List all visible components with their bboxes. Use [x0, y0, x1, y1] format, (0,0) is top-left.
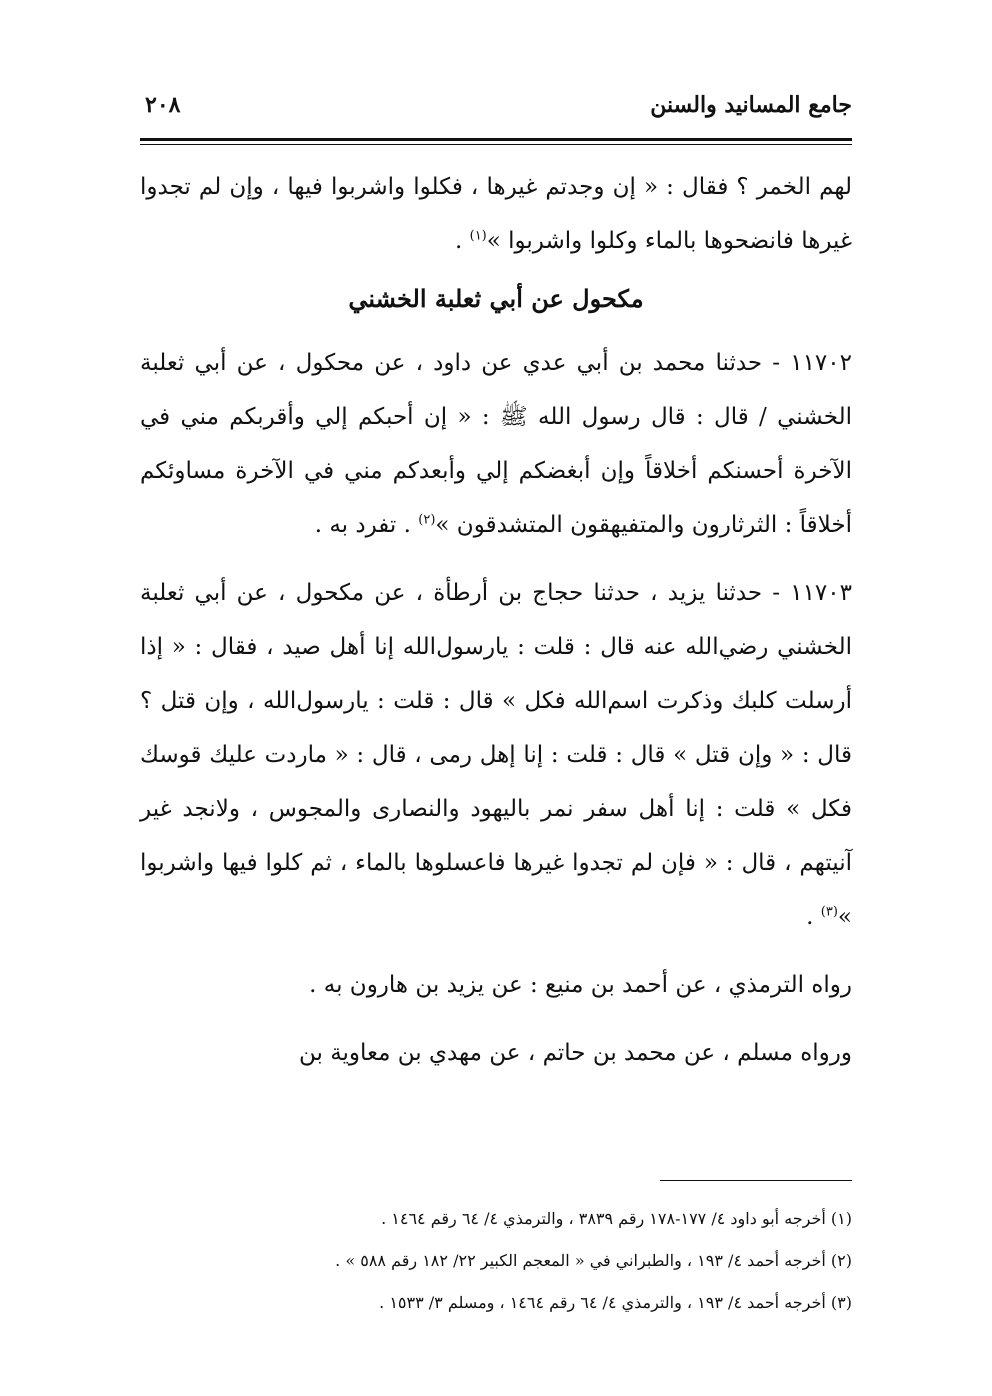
continuation-paragraph	[140, 160, 852, 268]
section-heading: مكحول عن أبي ثعلبة الخشني	[348, 284, 644, 313]
footnote-ref-1: (١)	[469, 228, 487, 244]
footnote-rule	[660, 1180, 852, 1181]
page-number: ٢٠٨	[145, 92, 181, 118]
footnote-ref-3: (٣)	[820, 904, 838, 920]
tirmidhi-paragraph: رواه الترمذي ، عن أحمد بن منيع : عن يزيد بن هارون به .	[309, 972, 852, 998]
header-rule-thin	[140, 144, 852, 145]
footnote-2: (٢) أخرجه أحمد ٤/ ١٩٣ ، والطبراني في « المعجم الكبير ٢٢/ ١٨٢ رقم ٥٨٨ » .	[335, 1251, 852, 1270]
footnote-1: (١) أخرجه أبو داود ٤/ ١٧٧-١٧٨ رقم ٣٨٣٩ ، والترمذي ٤/ ٦٤ رقم ١٤٦٤ .	[381, 1209, 852, 1228]
hadith-11702-text: ١١٧٠٢ - حدثنا محمد بن أبي عدي عن داود ، عن محكول ، عن أبي ثعلبة الخشني / قال : قال رسول الله ﷺ : « إن أحبكم إلي وأقربكم مني في الآخرة أحسنكم أخلاقاً وإن أبغضكم إلي وأبعدكم مني في الآخرة مساوئكم أخلاقاً : الثرثارون والمتفيهقون المتشدقون »	[140, 350, 852, 538]
header-rule	[140, 138, 852, 141]
continuation-end: .	[454, 228, 470, 254]
hadith-11703-paragraph	[140, 566, 852, 944]
footnote-3: (٣) أخرجه أحمد ٤/ ١٩٣ ، والترمذي ٤/ ٦٤ رقم ١٤٦٤ ، ومسلم ٣/ ١٥٣٣ .	[379, 1293, 852, 1312]
footnotes	[180, 1198, 852, 1324]
hadith-11703-text: ١١٧٠٣ - حدثنا يزيد ، حدثنا حجاج بن أرطأة ، عن مكحول ، عن أبي ثعلبة الخشني رضي‌الله عنه قال : قلت : يارسول‌الله إنا أهل صيد ، فقال : « إذا أرسلت كلبك وذكرت اسم‌الله فكل » قال : قلت : يارسول‌الله ، وإن قتل ؟ قال : « وإن قتل » قال : قلت : إنا إهل رمى ، قال : « ماردت عليك قوسك فكل » قلت : إنا أهل سفر نمر باليهود والنصارى والمجوس ، ولانجد غير آنيتهم ، قال : « فإن لم تجدوا غيرها فاعسلوها بالماء ، ثم كلوا فيها واشربوا »	[140, 580, 852, 930]
muslim-paragraph: ورواه مسلم ، عن محمد بن حاتم ، عن مهدي بن معاوية بن	[298, 1040, 852, 1066]
hadith-11702-end: . تفرد به .	[314, 512, 419, 538]
hadith-11703-end: .	[806, 904, 821, 930]
footnote-ref-2: (٢)	[418, 512, 436, 528]
hadith-11702-paragraph	[140, 336, 852, 552]
main-text	[140, 160, 852, 1080]
running-title: جامع المسانيد والسنن	[650, 92, 852, 118]
continuation-text: لهم الخمر ؟ فقال : « إن وجدتم غيرها ، فكلوا واشربوا فيها ، وإن لم تجدوا غيرها فانضحوها بالماء وكلوا واشربوا »	[140, 174, 852, 254]
